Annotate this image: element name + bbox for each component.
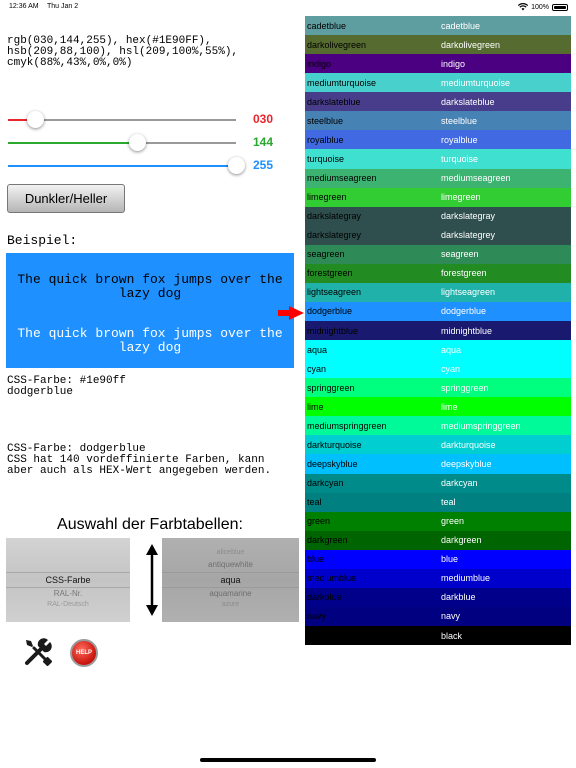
green-slider-track[interactable] xyxy=(137,142,236,144)
color-name-light: indigo xyxy=(441,58,466,69)
color-name-dark: forestgreen xyxy=(307,268,353,279)
color-row-lime[interactable] xyxy=(305,397,571,416)
example-text-dark: The quick brown fox jumps over the lazy dog xyxy=(17,272,283,301)
color-name-dark: springgreen xyxy=(307,382,355,393)
blue-slider-value: 255 xyxy=(253,158,274,172)
red-slider-thumb[interactable] xyxy=(27,111,44,128)
picker-option[interactable]: aqua xyxy=(220,575,241,585)
color-name-dark: black xyxy=(307,630,329,641)
color-name-light: mediumblue xyxy=(441,573,491,584)
color-name-light: dodgerblue xyxy=(441,306,487,317)
color-row-indigo[interactable] xyxy=(305,54,571,73)
status-bar xyxy=(0,0,576,14)
color-name-light: blue xyxy=(441,554,459,565)
color-row-mediumblue[interactable] xyxy=(305,569,571,588)
color-name-light: lightseagreen xyxy=(441,287,496,298)
color-row-darkslategray[interactable] xyxy=(305,207,571,226)
color-row-aqua[interactable] xyxy=(305,340,571,359)
color-name-light: black xyxy=(441,630,463,641)
color-name-light: mediumspringgreen xyxy=(441,420,521,431)
color-name-dark: cyan xyxy=(307,363,327,374)
color-name-dark: darkslategrey xyxy=(307,230,362,241)
picker-line xyxy=(162,572,299,573)
picker-option[interactable]: aquamarine xyxy=(209,589,252,598)
color-name-light: green xyxy=(441,516,465,527)
color-name-dark: seagreen xyxy=(307,249,345,260)
color-name-light: teal xyxy=(441,497,456,508)
table-type-picker[interactable] xyxy=(6,538,130,622)
color-name-dark: midnightblue xyxy=(307,325,359,336)
status-date: Thu Jan 2 xyxy=(47,3,79,10)
green-slider-fill xyxy=(8,142,137,144)
picker-option[interactable]: azure xyxy=(221,601,240,608)
picker-option[interactable]: RAL-Nr. xyxy=(53,589,83,598)
status-time: 12:36 AM xyxy=(9,3,39,10)
picker-option[interactable]: CSS-Farbe xyxy=(45,575,91,585)
color-name-light: aqua xyxy=(441,344,462,355)
red-arrow-icon xyxy=(278,306,304,320)
color-row-darkgreen[interactable] xyxy=(305,531,571,550)
color-row-dodgerblue[interactable] xyxy=(305,302,571,321)
color-name-dark: navy xyxy=(307,611,327,622)
color-row-cadetblue[interactable] xyxy=(305,16,571,35)
color-name-dark: deepskyblue xyxy=(307,458,358,469)
color-name-dark: aqua xyxy=(307,344,328,355)
color-name-light: darkolivegreen xyxy=(441,39,501,50)
color-name-dark: darkslategray xyxy=(307,211,362,222)
double-arrow-icon xyxy=(144,544,160,616)
color-row-lightseagreen[interactable] xyxy=(305,283,571,302)
color-row-springgreen[interactable] xyxy=(305,378,571,397)
color-name-dark: darkgreen xyxy=(307,535,348,546)
color-name-light: lime xyxy=(441,401,458,412)
battery-icon xyxy=(552,4,568,11)
color-name-light: seagreen xyxy=(441,249,479,260)
color-row-cyan[interactable] xyxy=(305,359,571,378)
example-heading: Beispiel: xyxy=(7,233,78,248)
color-name-dark: limegreen xyxy=(307,192,347,203)
color-row-forestgreen[interactable] xyxy=(305,264,571,283)
color-name-dark: blue xyxy=(307,554,325,565)
color-name-dark: mediumseagreen xyxy=(307,173,377,184)
color-name-dark: darkcyan xyxy=(307,478,344,489)
color-name-light: darkcyan xyxy=(441,478,478,489)
color-name-light: limegreen xyxy=(441,192,481,203)
wifi-icon xyxy=(518,3,528,11)
color-row-darkslateblue[interactable] xyxy=(305,92,571,111)
color-name-light: darkslategray xyxy=(441,211,496,222)
color-name-dark: darkslateblue xyxy=(307,96,361,107)
help-icon-label: HELP xyxy=(75,650,92,656)
example-preview-box xyxy=(6,253,294,368)
color-name-light: springgreen xyxy=(441,382,489,393)
color-name-dark: lime xyxy=(307,401,324,412)
color-name-picker[interactable] xyxy=(162,538,299,622)
color-name-dark: cadetblue xyxy=(307,20,347,31)
battery-percent: 100% xyxy=(531,3,549,11)
color-row-turquoise[interactable] xyxy=(305,149,571,168)
color-name-dark: indigo xyxy=(307,58,332,69)
color-row-darkslategrey[interactable] xyxy=(305,226,571,245)
color-row-limegreen[interactable] xyxy=(305,188,571,207)
color-row-darkcyan[interactable] xyxy=(305,474,571,493)
status-right xyxy=(518,3,568,11)
color-name-light: darkturquoise xyxy=(441,439,496,450)
color-name-dark: mediumspringgreen xyxy=(307,420,387,431)
color-row-darkturquoise[interactable] xyxy=(305,435,571,454)
color-name-light: midnightblue xyxy=(441,325,493,336)
color-tables-heading: Auswahl der Farbtabellen: xyxy=(57,516,243,533)
tools-icon[interactable] xyxy=(22,636,54,668)
example-text-light: The quick brown fox jumps over the lazy dog xyxy=(17,326,283,355)
color-row-darkblue[interactable] xyxy=(305,588,571,607)
color-name-dark: lightseagreen xyxy=(307,287,362,298)
color-name-light: turquoise xyxy=(441,153,479,164)
color-name-light: cyan xyxy=(441,363,461,374)
home-indicator xyxy=(200,758,376,762)
picker-line xyxy=(6,587,130,588)
color-row-seagreen[interactable] xyxy=(305,245,571,264)
color-row-deepskyblue[interactable] xyxy=(305,454,571,473)
color-row-green[interactable] xyxy=(305,512,571,531)
color-row-blue[interactable] xyxy=(305,550,571,569)
green-slider-value: 144 xyxy=(253,135,274,149)
color-row-black[interactable] xyxy=(305,626,571,645)
color-name-light: mediumturquoise xyxy=(441,77,511,88)
color-row-mediumseagreen[interactable] xyxy=(305,169,571,188)
color-name-light: darkslateblue xyxy=(441,96,495,107)
color-name-dark: green xyxy=(307,516,331,527)
red-slider-value: 030 xyxy=(253,112,274,126)
color-name-light: deepskyblue xyxy=(441,458,492,469)
color-name-light: darkslategrey xyxy=(441,230,496,241)
color-name-light: steelblue xyxy=(441,115,478,126)
color-row-midnightblue[interactable] xyxy=(305,321,571,340)
color-row-teal[interactable] xyxy=(305,493,571,512)
color-name-light: cadetblue xyxy=(441,20,481,31)
picker-line xyxy=(162,587,299,588)
color-name-light: forestgreen xyxy=(441,268,487,279)
picker-option[interactable]: antiquewhite xyxy=(208,560,253,569)
css-color-description: CSS-Farbe: dodgerblue CSS hat 140 vordeffinierte Farben, kann aber auch als HEX-Wert angegeben werden. xyxy=(7,443,272,477)
color-name-light: darkgreen xyxy=(441,535,482,546)
picker-option[interactable]: RAL-Deutsch xyxy=(47,601,89,608)
color-row-mediumturquoise[interactable] xyxy=(305,73,571,92)
color-name-dark: teal xyxy=(307,497,322,508)
color-name-dark: darkolivegreen xyxy=(307,39,367,50)
color-name-light: navy xyxy=(441,611,461,622)
help-icon[interactable] xyxy=(70,639,98,667)
color-row-darkolivegreen[interactable] xyxy=(305,35,571,54)
color-row-navy[interactable] xyxy=(305,607,571,626)
color-name-dark: dodgerblue xyxy=(307,306,353,317)
green-slider-thumb[interactable] xyxy=(129,134,146,151)
color-name-dark: darkturquoise xyxy=(307,439,362,450)
color-name-dark: mediumturquoise xyxy=(307,77,377,88)
color-name-light: royalblue xyxy=(441,134,478,145)
picker-line xyxy=(6,572,130,573)
color-name-dark: turquoise xyxy=(307,153,345,164)
color-row-mediumspringgreen[interactable] xyxy=(305,416,571,435)
css-color-info: CSS-Farbe: #1e90ff dodgerblue xyxy=(7,375,126,398)
color-name-light: darkblue xyxy=(441,592,476,603)
color-name-dark: royalblue xyxy=(307,134,344,145)
color-name-dark: mediumblue xyxy=(307,573,357,584)
color-name-dark: steelblue xyxy=(307,115,344,126)
color-row-steelblue[interactable] xyxy=(305,111,571,130)
blue-slider-thumb[interactable] xyxy=(228,157,245,174)
color-name-dark: darkblue xyxy=(307,592,342,603)
picker-option[interactable]: aliceblue xyxy=(216,549,245,556)
color-name-light: mediumseagreen xyxy=(441,173,511,184)
darker-lighter-button[interactable]: Dunkler/Heller xyxy=(7,184,125,213)
red-slider-track[interactable] xyxy=(35,119,236,121)
blue-slider-fill xyxy=(8,165,236,167)
color-values-text: rgb(030,144,255), hex(#1E90FF), hsb(209,88,100), hsl(209,100%,55%), cmyk(88%,43%,0%,0%) xyxy=(7,35,239,69)
color-row-royalblue[interactable] xyxy=(305,130,571,149)
color-list[interactable] xyxy=(305,16,571,645)
